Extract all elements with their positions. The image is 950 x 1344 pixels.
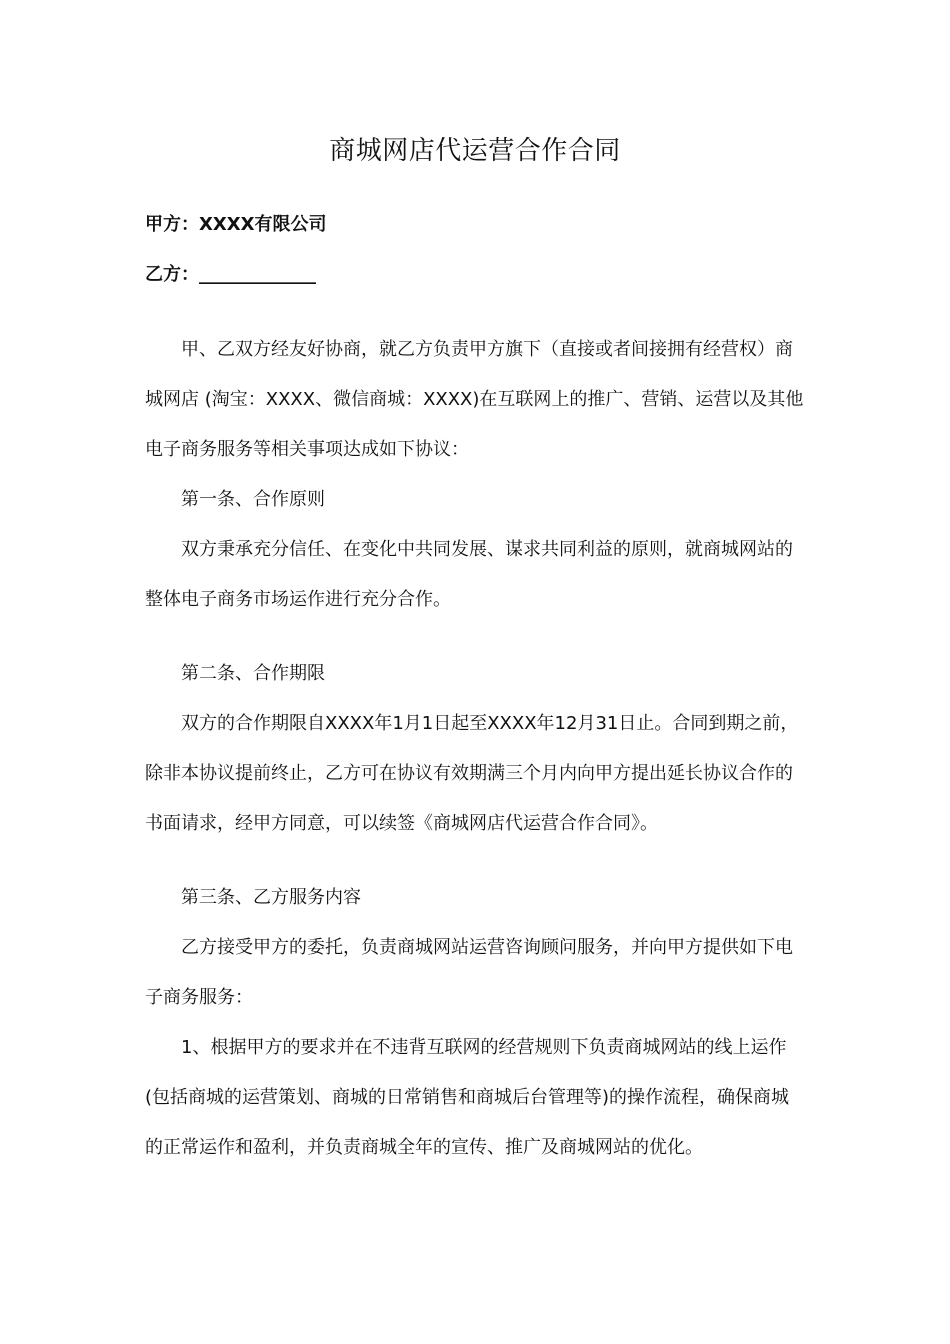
spacer — [145, 849, 807, 873]
contract-body — [145, 325, 807, 1173]
article-3-item-1: 1、根据甲方的要求并在不违背互联网的经营规则下负责商城网站的线上运作 (包括商城的运营策划、商城的日常销售和商城后台管理等)的操作流程，确保商城的正常运作和盈利，并负责商城全年的宣传、推广及商城网站的优化。 — [145, 1037, 790, 1158]
article-2-paragraph: 双方的合作期限自XXXX年1月1日起至XXXX年12月31日止。合同到期之前，除非本协议提前终止，乙方可在协议有效期满三个月内向甲方提出延长协议合作的书面请求，经甲方同意，可以续签《商城网店代运营合作合同》。 — [145, 713, 799, 834]
article-3-paragraph: 乙方接受甲方的委托，负责商城网站运营咨询顾问服务，并向甲方提供如下电子商务服务： — [145, 937, 793, 1008]
article-3-heading: 第三条、乙方服务内容 — [181, 887, 361, 908]
article-1-heading: 第一条、合作原则 — [181, 489, 325, 510]
party-a: 甲方：XXXX有限公司 — [145, 214, 327, 235]
intro-paragraph: 甲、乙双方经友好协商，就乙方负责甲方旗下（直接或者间接拥有经营权）商城网店 (淘宝：XXXX、微信商城：XXXX)在互联网上的推广、营销、运营以及其他电子商务服务等相关事项达成如下协议： — [145, 339, 804, 460]
article-2-heading: 第二条、合作期限 — [181, 663, 325, 684]
article-1-paragraph: 双方秉承充分信任、在变化中共同发展、谋求共同利益的原则，就商城网站的整体电子商务市场运作进行充分合作。 — [145, 539, 793, 610]
party-b: 乙方：_____________ — [145, 264, 316, 285]
spacer — [145, 625, 807, 649]
document-title: 商城网店代运营合作合同 — [329, 136, 621, 166]
